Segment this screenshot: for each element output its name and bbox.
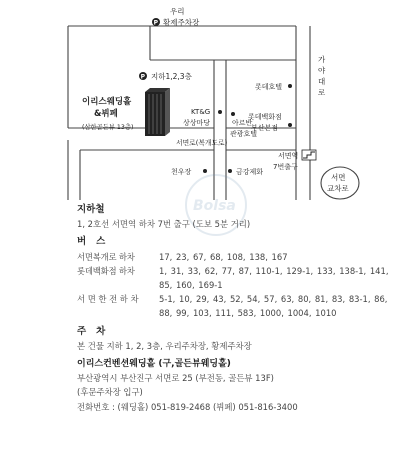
subway-exit-line1: 서면역	[278, 152, 299, 160]
venue-name-line3: (삼한골든뷰 13층)	[82, 124, 134, 131]
arban-dot	[231, 112, 235, 116]
venue-address: 부산광역시 부산진구 서면로 25 (부전동, 골든뷰 13F)	[77, 373, 274, 384]
cheonujang-dot	[203, 169, 207, 173]
intersection-circle	[321, 167, 359, 199]
lotte-dept-line2: 부산본점	[251, 124, 279, 132]
subway-heading: 지하철	[77, 204, 105, 215]
venue-name-line1: 이리스웨딩홀	[82, 97, 132, 107]
gaya-road-char-3: 대	[318, 77, 326, 86]
intersection-line2: 교차로	[327, 184, 349, 193]
geumgang-label: 금강제화	[236, 168, 264, 176]
watermark-text: Bolsa	[193, 198, 236, 214]
venue-name-line2: &뷔페	[94, 109, 118, 119]
bus-numbers: 17, 23, 67, 68, 108, 138, 167	[159, 251, 288, 262]
ktng-dot	[218, 110, 222, 114]
bus-numbers: 5-1, 10, 29, 43, 52, 54, 57, 63, 80, 81, 83, 83-1, 86, 88, 99, 103, 111, 583, 1000, 1004, 1010	[159, 294, 388, 319]
venue-note: (후문주차장 입구)	[77, 387, 143, 398]
subway-exit-icon	[302, 150, 316, 160]
venue-phone: 전화번호 : (웨딩홀) 051-819-2468 (뷔페) 051-816-3400	[77, 401, 298, 412]
bus-stop-label: 롯데백화점 하차	[77, 265, 135, 276]
bus-route-row	[77, 292, 397, 320]
bus-route-row	[77, 264, 397, 292]
parking-basement-symbol: P	[140, 73, 146, 81]
subway-exit-line2: 7번출구	[273, 163, 298, 171]
gaya-road-char-2: 야	[318, 66, 326, 75]
ktng-line1: KT&G	[191, 108, 211, 116]
arban-line2: 관광호텔	[230, 130, 258, 138]
gaya-road-char-1: 가	[318, 55, 326, 64]
bus-stop-label: 서면한전하차	[77, 294, 142, 305]
parking-heading: 주 차	[77, 325, 106, 337]
parking-basement-label: 지하1,2,3층	[151, 72, 192, 81]
bus-route-row	[77, 250, 397, 264]
venue-heading: 이리스컨벤션웨딩홀 (구,골든뷰웨딩홀)	[77, 359, 231, 370]
cheonujang-label: 천우장	[171, 168, 192, 176]
subway-text: 1, 2호선 서면역 하차 7번 출구 (도보 5분 거리)	[77, 219, 251, 230]
parking-top-line2: 황제주차장	[163, 18, 200, 27]
lotte-hotel-label: 롯데호텔	[255, 83, 283, 91]
lotte-dept-line1: 롯데백화점	[248, 113, 282, 121]
intersection-line1: 서면	[331, 173, 346, 182]
bus-stop-label: 서면복개로 하차	[77, 251, 135, 262]
gaya-road-char-4: 로	[318, 88, 326, 97]
lotte-hotel-dot	[288, 84, 292, 88]
venue-building-icon	[145, 88, 170, 136]
bus-numbers: 1, 31, 33, 62, 77, 87, 110-1, 129-1, 133, 138-1, 141, 85, 160, 169-1	[159, 265, 389, 291]
arban-line1: 아르반	[232, 119, 253, 127]
seomyeon-road-label: 서면로(복개도로)	[176, 139, 228, 147]
lotte-dept-dot	[288, 123, 292, 127]
parking-top-symbol: P	[153, 19, 159, 27]
ktng-line2: 상상마당	[183, 119, 211, 127]
geumgang-dot	[228, 169, 232, 173]
bus-heading: 버 스	[77, 236, 106, 248]
directions-info	[77, 203, 397, 414]
parking-text: 본 건물 지하 1, 2, 3층, 우리주차장, 황제주차장	[77, 340, 252, 351]
parking-top-line1: 우리	[170, 7, 185, 16]
